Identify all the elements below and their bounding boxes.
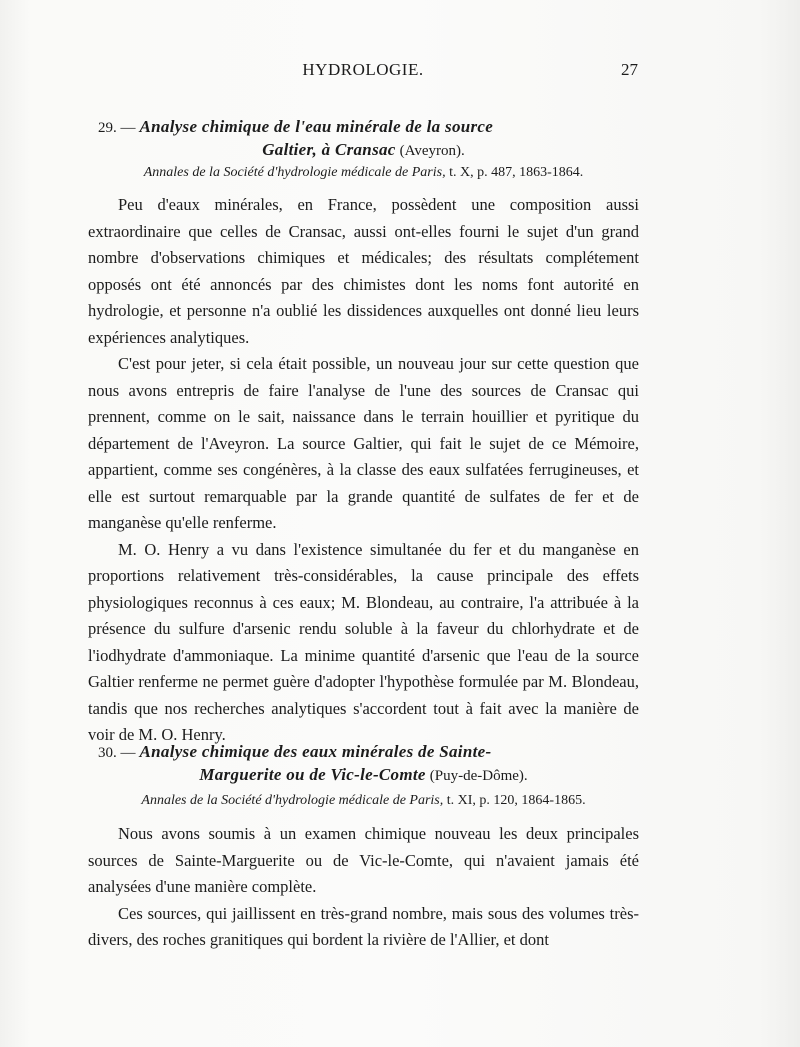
paragraph: Peu d'eaux minérales, en France, possèdent une composition aussi extraordinaire que celles de Cransac, aussi ont-elles fourni le sujet d'un grand nombre d'observations chimiques et médicales; des résultats complétement opposés ont été annoncés par des chimistes dont les noms font autorité en hydrologie, et personne n'a oublié les dissidences auxquelles ont donné lieu leurs expériences analytiques. [88,195,639,347]
section-29-citation-ref: t. X, p. 487, 1863-1864. [449,165,584,180]
paragraph: C'est pour jeter, si cela était possible, un nouveau jour sur cette question que nous avons entrepris de faire l'analyse de l'une des sources de Cransac qui prennent, comme on le sait, naissance dans le terrain houillier et pyritique du département de l'Aveyron. La source Galtier, qui fait le sujet de ce Mémoire, appartient, comme ses congénères, à la classe des eaux sulfatées ferrugineuses, et elle est surtout remarquable par la grande quantité de sulfates de fer et de manganèse qu'elle renferme. [88,354,639,532]
paragraph: Nous avons soumis à un examen chimique nouveau les deux principales sources de Sainte-Marguerite ou de Vic-le-Comte, qui n'avaient jamais été analysées d'une manière complète. [88,824,639,896]
paragraph: M. O. Henry a vu dans l'existence simultanée du fer et du manganèse en proportions relativement très-considérables, la cause principale des effets physiologiques reconnus à ces eaux; M. Blondeau, au contraire, l'a attribuée à la présence du sulfure d'arsenic rendu soluble à la faveur du chlorhydrate et de l'iodhydrate d'ammoniaque. La minime quantité d'arsenic que l'eau de la source Galtier renferme ne permet guère d'adopter l'hypothèse formulée par M. Blondeau, tandis que nos recherches analytiques s'accordent tout à fait avec la manière de voir de M. O. Henry. [88,539,639,744]
section-30-heading [88,741,639,787]
section-30-title-part2: Marguerite ou de Vic-le-Comte [199,765,426,784]
paragraph: Ces sources, qui jaillissent en très-grand nombre, mais sous des volumes très-divers, des roches granitiques qui bordent la rivière de l'Allier, et dont [88,903,639,949]
section-30-citation-ref: t. XI, p. 120, 1864-1865. [446,793,586,808]
section-29-heading [88,116,639,162]
section-29-citation-journal: Annales de la Société d'hydrologie médicale de Paris, [143,165,446,180]
section-30-body [88,821,639,954]
section-30-number: 30. — [98,745,136,761]
running-title: HYDROLOGIE. [302,60,424,79]
section-29-location: (Aveyron). [399,143,465,159]
section-30-title-part1: Analyse chimique des eaux minérales de Sainte- [139,742,492,761]
section-29-citation [88,163,639,183]
section-29-title-part2: Galtier, à Cransac [262,140,396,159]
section-29-body [88,192,639,749]
section-29-title-part1: Analyse chimique de l'eau minérale de la source [139,117,494,136]
section-30-location: (Puy-de-Dôme). [429,768,528,784]
running-header [88,60,638,84]
page-number: 27 [621,60,638,79]
section-30-citation-journal: Annales de la Société d'hydrologie médicale de Paris, [141,793,444,808]
section-30-citation [88,791,639,811]
section-29-number: 29. — [98,120,136,136]
